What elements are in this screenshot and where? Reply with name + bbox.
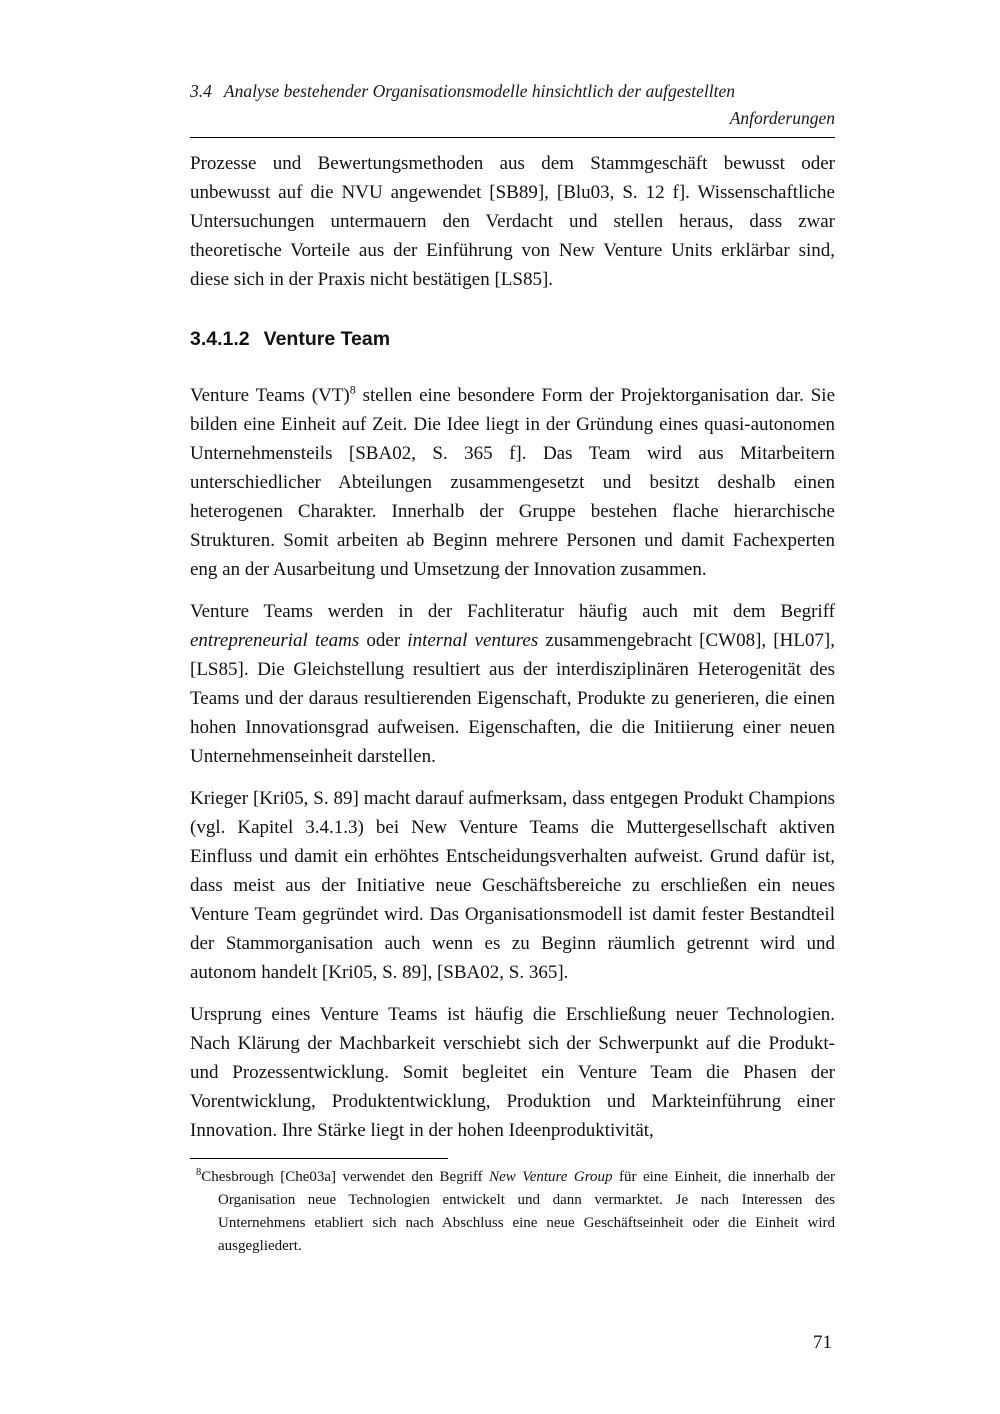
text-run: stellen eine besondere Form der Projektorganisation dar. Sie bilden eine Einheit auf Zeit. Die Idee liegt in der Gründung eines quasi-autonomen Unternehmensteils [SBA02, S. 365 f]. Das Team wird aus Mitarbeitern unterschiedlicher Abteilungen zusammengesetzt und besitzt deshalb einen heterogenen Charakter. Innerhalb der Gruppe bestehen flache hierarchische Strukturen. Somit arbeiten ab Beginn mehrere Personen und damit Fachexperten eng an der Ausarbeitung und Umsetzung der Innovation zusammen. bbox=[190, 385, 836, 580]
text-run: Venture Teams (VT) bbox=[190, 385, 350, 406]
paragraph-krieger: Krieger [Kri05, S. 89] macht darauf aufmerksam, dass entgegen Produkt Champions (vgl. Kapitel 3.4.1.3) bei New Venture Teams die Muttergesellschaft aktiven Einfluss und damit ein erhöhtes Entscheidungsverhalten aufweist. Grund dafür ist, dass meist aus der Initiative neue Geschäftsbereiche zu erschließen ein neues Venture Team gegründet wird. Das Organisationsmodell ist damit fester Bestandteil der Stammorganisation auch wenn es zu Beginn räumlich getrennt wird und autonom handelt [Kri05, S. 89], [SBA02, S. 365]. bbox=[190, 788, 835, 983]
running-head-section-number: 3.4 bbox=[190, 81, 212, 101]
section-heading-number: 3.4.1.2 bbox=[190, 328, 250, 350]
text-run: zusammengebracht [CW08], [HL07], [LS85]. Die Gleichstellung resultiert aus der interdisziplinären Heterogenität des Teams und der daraus resultierenden Eigenschaft, Produkte zu generieren, die einen hohen Innovationsgrad aufweisen. Eigenschaften, die die Initiierung einer neuen Unternehmenseinheit darstellen. bbox=[190, 630, 836, 767]
text-run: Venture Teams werden in der Fachliteratur häufig auch mit dem Begriff bbox=[190, 601, 835, 622]
paragraph-nvu: Prozesse und Bewertungsmethoden aus dem Stammgeschäft bewusst oder unbewusst auf die NVU angewendet [SB89], [Blu03, S. 12 f]. Wissenschaftliche Untersuchungen untermauern den Verdacht und stellen heraus, dass zwar theoretische Vorteile aus der Einführung von New Venture Units erklärbar sind, diese sich in der Praxis nicht bestätigen [LS85]. bbox=[190, 153, 835, 290]
page-body bbox=[190, 149, 835, 1145]
footnote-rule bbox=[190, 1158, 448, 1159]
footnote-8 bbox=[190, 1166, 835, 1258]
term-new-venture-group: New Venture Group bbox=[489, 1169, 613, 1185]
paragraph-fachliteratur bbox=[190, 597, 835, 771]
paragraph-venture-teams-definition bbox=[190, 381, 835, 584]
text-run: für eine Einheit, die innerhalb der Organisation neue Technologien entwickelt und dann vermarktet. Je nach Interessen des Unternehmens etabliert sich nach Abschluss eine neue Geschäftseinheit oder die Einheit wird ausgegliedert. bbox=[218, 1169, 836, 1254]
text-run: oder bbox=[359, 630, 408, 651]
footnote-area bbox=[190, 1158, 835, 1258]
term-entrepreneurial-teams: entrepreneurial teams bbox=[190, 630, 360, 651]
paragraph-ursprung: Ursprung eines Venture Teams ist häufig die Erschließung neuer Technologien. Nach Klärung der Machbarkeit verschiebt sich der Schwerpunkt auf die Produkt- und Prozessentwicklung. Somit begleitet ein Venture Team die Phasen der Vorentwicklung, Produktentwicklung, Produktion und Markteinführung einer Innovation. Ihre Stärke liegt in der hohen Ideenproduktivität, bbox=[190, 1004, 835, 1141]
running-head-title: Analyse bestehender Organisationsmodelle hinsichtlich der aufgestellten bbox=[223, 81, 736, 101]
section-heading-title: Venture Team bbox=[263, 328, 391, 350]
footnote-reference-8: 8 bbox=[349, 382, 356, 397]
term-internal-ventures: internal ventures bbox=[407, 630, 539, 651]
running-head bbox=[190, 78, 835, 138]
section-heading bbox=[190, 328, 835, 351]
page-number: 71 bbox=[813, 1332, 832, 1353]
footnote-marker: 8 bbox=[196, 1167, 202, 1178]
running-head-line1 bbox=[190, 78, 835, 105]
header-rule bbox=[190, 137, 835, 138]
text-run: Chesbrough [Che03a] verwendet den Begriff bbox=[201, 1169, 490, 1185]
running-head-line2: Anforderungen bbox=[729, 108, 835, 128]
